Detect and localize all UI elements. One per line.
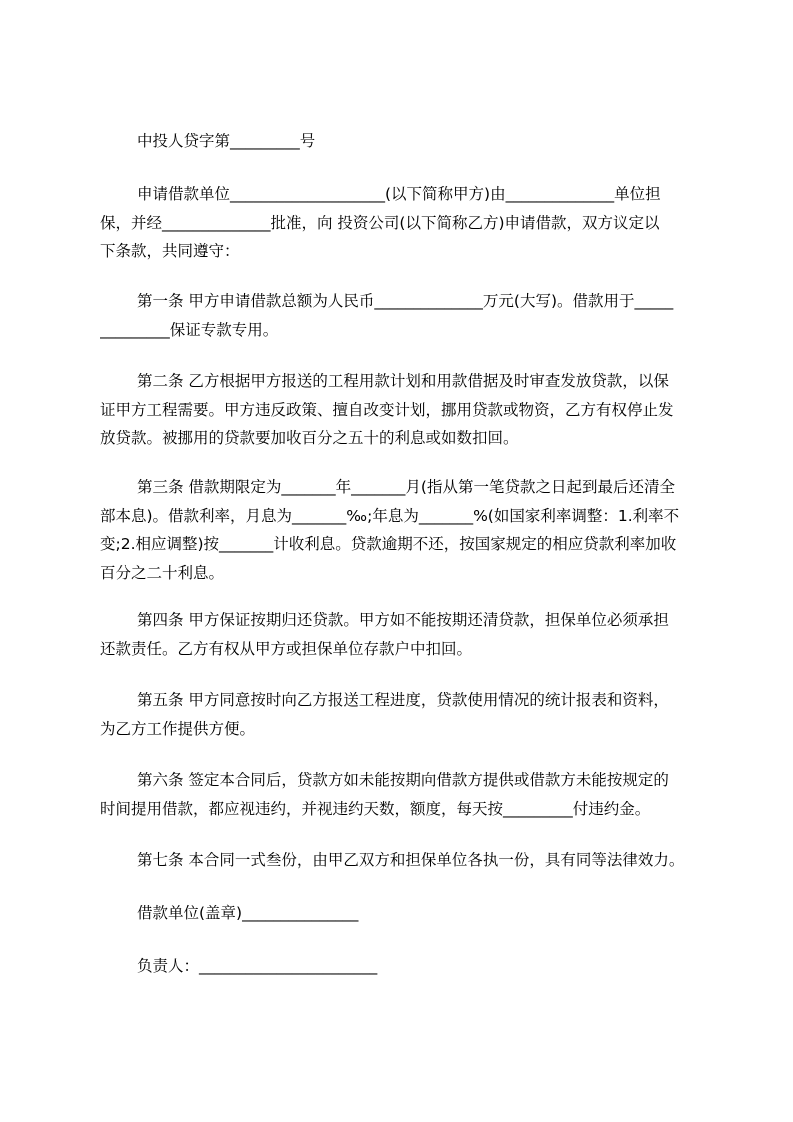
paragraph-line: 第五条 甲方同意按时向乙方报送工程进度，贷款使用情况的统计报表和资料， — [137, 691, 669, 709]
paragraph-line: 为乙方工作提供方便。 — [100, 719, 256, 738]
paragraph-article-6 — [100, 766, 704, 823]
paragraph-line: 第一条 甲方申请借款总额为人民币______________万元(大写)。借款用于_____ — [137, 292, 674, 310]
paragraph-line: 百分之二十利息。 — [100, 563, 225, 582]
paragraph-line: 保，并经______________批准，向 投资公司(以下简称乙方)申请借款，双方议定以 — [100, 213, 660, 232]
signature-line: 负责人：_______________________ — [137, 957, 378, 975]
paragraph-line: 第六条 签定本合同后，贷款方如未能按期向借款方提供或借款方未能按规定的 — [137, 771, 669, 789]
paragraph-intro — [100, 180, 704, 266]
paragraph-article-1 — [100, 287, 704, 344]
paragraph-line: 第三条 借款期限定为_______年_______月(指从第一笔贷款之日起到最后还清全 — [137, 478, 675, 496]
paragraph-line: 第四条 甲方保证按期归还贷款。甲方如不能按期还清贷款，担保单位必须承担 — [137, 611, 669, 629]
paragraph-line: 还款责任。乙方有权从甲方或担保单位存款户中扣回。 — [100, 639, 473, 658]
paragraph-article-5 — [100, 686, 704, 743]
paragraph-line: 部本息)。借款利率，月息为_______‰;年息为_______%(如国家利率调整：1.利率不 — [100, 506, 680, 525]
paragraph-line: 证甲方工程需要。甲方违反政策、擅自改变计划，挪用贷款或物资，乙方有权停止发 — [100, 400, 674, 419]
paragraph-line: 放贷款。被挪用的贷款要加收百分之五十的利息或如数扣回。 — [100, 429, 519, 447]
paragraph-line: 下条款，共同遵守： — [100, 242, 240, 260]
paragraph-article-7 — [100, 846, 704, 875]
paragraph-line: 时间提用借款，都应视违约，并视违约天数，额度，每天按_________付违约金。 — [100, 799, 651, 818]
paragraph-article-2 — [100, 367, 704, 453]
document-number — [100, 127, 704, 156]
header-line: 中投人贷字第_________号 — [137, 132, 316, 150]
paragraph-line: 第二条 乙方根据甲方报送的工程用款计划和用款借据及时审查发放贷款，以保 — [137, 372, 669, 390]
paragraph-article-3 — [100, 473, 704, 587]
signature-responsible — [100, 952, 704, 981]
signature-line: 借款单位(盖章)_______________ — [137, 904, 359, 922]
signature-borrower — [100, 899, 704, 928]
paragraph-article-4 — [100, 606, 704, 663]
paragraph-line: 申请借款单位____________________(以下简称甲方)由______________单位担 — [137, 185, 661, 203]
paragraph-line: _________保证专款专用。 — [100, 320, 279, 339]
paragraph-line: 第七条 本合同一式叁份，由甲乙双方和担保单位各执一份，具有同等法律效力。 — [137, 851, 685, 869]
paragraph-line: 变;2.相应调整)按_______计收利息。贷款逾期不还，按国家规定的相应贷款利率加收 — [100, 535, 677, 553]
